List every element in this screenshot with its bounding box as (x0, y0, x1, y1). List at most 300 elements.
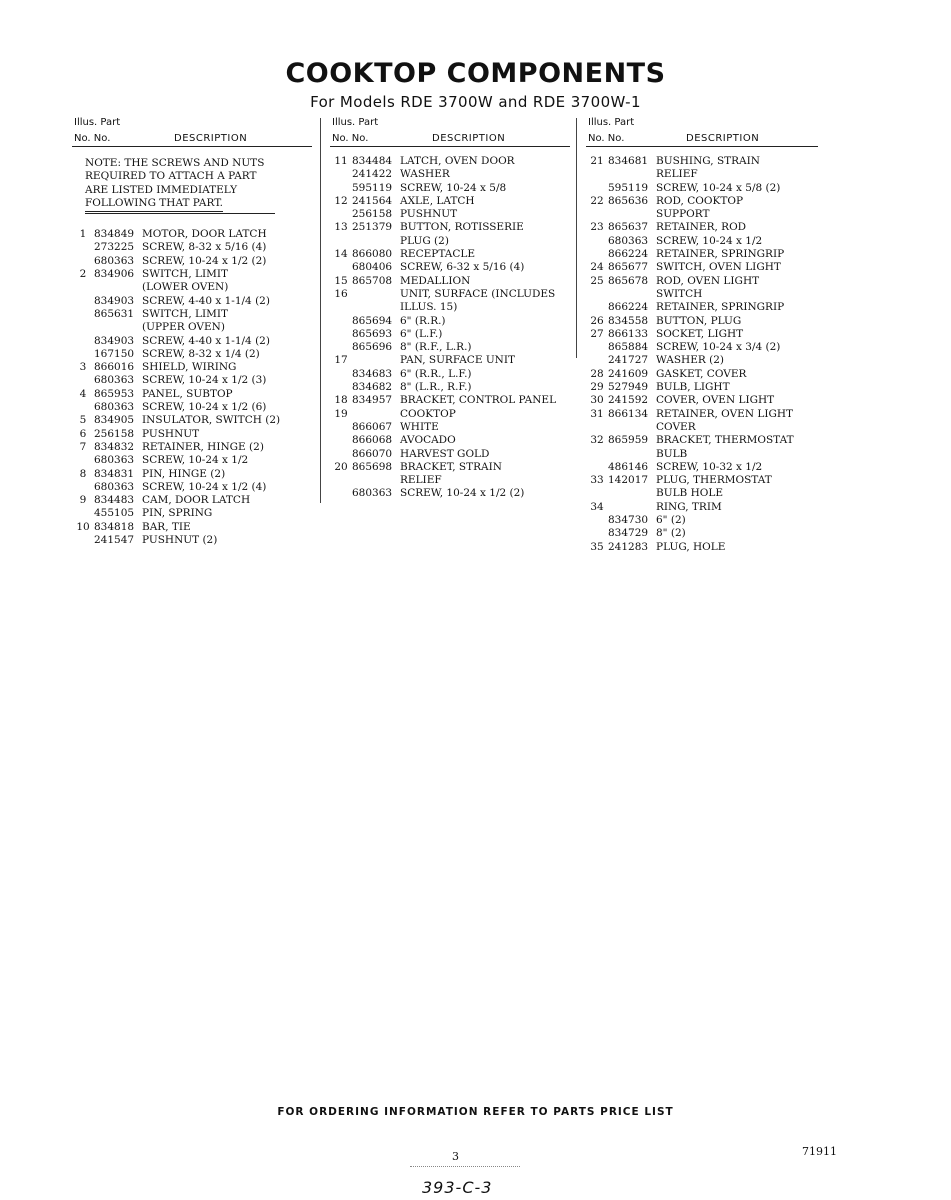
part-number: 680406 (352, 261, 393, 274)
illus-number: 10 (76, 520, 90, 533)
part-number: 455105 (94, 507, 135, 520)
part-description: BRACKET, THERMOSTAT (656, 434, 794, 447)
part-description: PLUG, HOLE (656, 540, 726, 553)
part-number: 167150 (94, 347, 135, 360)
column-divider (576, 118, 577, 358)
part-number: 834558 (608, 314, 649, 327)
illus-number: 25 (590, 274, 604, 287)
part-number: 680363 (94, 480, 135, 493)
dotted-rule (410, 1166, 520, 1167)
part-row (586, 168, 818, 181)
part-row (330, 221, 570, 234)
part-description: SOCKET, LIGHT (656, 327, 744, 340)
part-row (330, 301, 570, 314)
illus-number: 3 (79, 361, 87, 374)
part-number: 834849 (94, 228, 135, 241)
illus-number (586, 527, 608, 540)
illus-number: 14 (334, 248, 348, 261)
part-row (72, 441, 312, 454)
illus-number (72, 481, 94, 494)
illus-number (72, 374, 94, 387)
illus-number (330, 381, 352, 394)
illus-number: 31 (590, 407, 604, 420)
part-row (586, 448, 818, 461)
part-number: 256158 (352, 208, 393, 221)
part-number: 834730 (608, 514, 649, 527)
part-description: PANEL, SUBTOP (142, 387, 233, 400)
part-row (330, 261, 570, 274)
part-number: 834682 (352, 381, 393, 394)
part-row (330, 315, 570, 328)
part-row (586, 208, 818, 221)
illus-number (586, 301, 608, 314)
note-line: NOTE: THE SCREWS AND NUTS (85, 157, 265, 169)
part-number: 241609 (608, 367, 649, 380)
header-rule (330, 146, 570, 147)
part-description: SWITCH, OVEN LIGHT (656, 261, 781, 274)
illus-number (586, 514, 608, 527)
illus-number (586, 421, 608, 434)
part-number (608, 168, 656, 181)
part-number: 866068 (352, 434, 393, 447)
illus-number (330, 421, 352, 434)
part-number (608, 501, 656, 514)
part-row (330, 421, 570, 434)
part-number: 834483 (94, 494, 135, 507)
illus-number: 34 (590, 500, 604, 513)
illus-number (72, 281, 94, 294)
part-row (330, 275, 570, 288)
handwritten-note: 393-C-3 (422, 1178, 493, 1197)
part-description: SHIELD, WIRING (142, 361, 237, 374)
part-row (72, 507, 312, 520)
illus-number: 28 (590, 367, 604, 380)
part-number: 256158 (94, 427, 135, 440)
part-description: PIN, HINGE (2) (142, 467, 226, 480)
part-description: RING, TRIM (656, 500, 722, 513)
illus-number: 13 (334, 221, 348, 234)
part-number (608, 448, 656, 461)
illus-number: 29 (590, 381, 604, 394)
part-number: 241283 (608, 540, 649, 553)
part-description: ILLUS. 15) (400, 301, 458, 314)
part-row (72, 454, 312, 467)
part-number: 486146 (608, 460, 649, 473)
illus-number (72, 308, 94, 321)
part-number: 865631 (94, 307, 135, 320)
illus-number (586, 354, 608, 367)
part-description: SCREW, 10-24 x 5/8 (400, 181, 507, 194)
part-row (330, 408, 570, 421)
parts-column-2 (330, 115, 570, 501)
part-number (352, 474, 400, 487)
illus-number: 12 (334, 194, 348, 207)
illus-number: 9 (79, 494, 87, 507)
page-subtitle: For Models RDE 3700W and RDE 3700W-1 (310, 93, 641, 111)
part-description: RETAINER, SPRINGRIP (656, 301, 785, 314)
part-row (586, 315, 818, 328)
part-number: 834683 (352, 367, 393, 380)
part-row (586, 541, 818, 554)
part-number: 527949 (608, 381, 649, 394)
header-illus-part: Illus. Part (332, 117, 379, 128)
part-row (586, 275, 818, 288)
part-number: 834903 (94, 294, 135, 307)
part-row (586, 394, 818, 407)
part-description: PUSHNUT (400, 208, 458, 221)
illus-number (586, 235, 608, 248)
part-number: 834729 (608, 527, 649, 540)
part-description: SUPPORT (656, 208, 710, 221)
part-description: 8" (R.F., L.R.) (400, 341, 472, 354)
part-row (72, 228, 312, 241)
part-row (72, 348, 312, 361)
part-number: 865696 (352, 341, 393, 354)
part-row (586, 248, 818, 261)
part-row (330, 155, 570, 168)
header-description: DESCRIPTION (432, 133, 506, 144)
part-number: 866016 (94, 361, 135, 374)
part-description: SCREW, 10-24 x 5/8 (2) (656, 181, 781, 194)
header-no-no: No. No. (588, 133, 625, 144)
part-number (352, 288, 400, 301)
part-description: 8" (L.R., R.F.) (400, 381, 472, 394)
part-description: RETAINER, OVEN LIGHT (656, 407, 794, 420)
illus-number (330, 434, 352, 447)
part-description: SCREW, 10-24 x 1/2 (142, 454, 249, 467)
illus-number: 21 (590, 155, 604, 167)
part-description: 6" (L.F.) (400, 327, 443, 340)
part-row (72, 374, 312, 387)
illus-number (72, 321, 94, 334)
page-title: COOKTOP COMPONENTS (285, 58, 666, 89)
parts-column-1 (72, 115, 312, 547)
illus-number (72, 241, 94, 254)
part-description: SCREW, 4-40 x 1-1/4 (2) (142, 334, 270, 347)
part-description: GASKET, COVER (656, 367, 747, 380)
part-row (330, 461, 570, 474)
illus-number: 30 (590, 394, 604, 407)
part-number (352, 354, 400, 367)
part-row (72, 321, 312, 334)
part-row (330, 168, 570, 181)
illus-number (72, 335, 94, 348)
part-row (586, 221, 818, 234)
part-description: 6" (R.R.) (400, 314, 446, 327)
part-number: 865678 (608, 274, 649, 287)
part-number (608, 288, 656, 301)
illus-number (330, 315, 352, 328)
part-description: PUSHNUT (142, 427, 200, 440)
part-description: UNIT, SURFACE (INCLUDES (400, 287, 556, 300)
note-line: ARE LISTED IMMEDIATELY (85, 183, 238, 196)
part-number: 866224 (608, 301, 649, 314)
part-row (72, 335, 312, 348)
part-description: COVER (656, 420, 696, 433)
part-description: MOTOR, DOOR LATCH (142, 228, 267, 241)
part-number: 865959 (608, 434, 649, 447)
part-description: PLUG (2) (400, 234, 449, 247)
part-description: SWITCH, LIMIT (142, 268, 229, 281)
part-row (586, 328, 818, 341)
part-description: AXLE, LATCH (400, 194, 475, 207)
illus-number: 5 (79, 414, 87, 427)
part-description: PAN, SURFACE UNIT (400, 354, 516, 367)
part-number: 680363 (94, 401, 135, 414)
column-header (330, 115, 570, 147)
part-description: SCREW, 10-24 x 1/2 (6) (142, 401, 267, 414)
part-row (330, 248, 570, 261)
part-row (330, 368, 570, 381)
part-row (586, 182, 818, 195)
part-description: ROD, OVEN LIGHT (656, 274, 760, 287)
part-number: 273225 (94, 241, 135, 254)
illus-number: 26 (590, 314, 604, 327)
illus-number: 35 (590, 540, 604, 553)
header-illus-part: Illus. Part (74, 117, 121, 128)
illus-number (586, 448, 608, 461)
part-row (330, 474, 570, 487)
part-number (94, 281, 142, 294)
part-row (586, 301, 818, 314)
part-description: SCREW, 6-32 x 5/16 (4) (400, 261, 525, 274)
part-description: ROD, COOKTOP (656, 194, 744, 207)
part-description: 6" (R.R., L.F.) (400, 367, 472, 380)
part-description: 6" (2) (656, 514, 686, 527)
part-row (586, 195, 818, 208)
illus-number (330, 182, 352, 195)
part-number: 142017 (608, 474, 649, 487)
part-row (586, 514, 818, 527)
part-description: WASHER (400, 168, 450, 181)
part-number (608, 208, 656, 221)
part-number (352, 301, 400, 314)
part-row (330, 195, 570, 208)
part-number: 251379 (352, 221, 393, 234)
illus-number: 33 (590, 474, 604, 487)
part-number: 834681 (608, 155, 649, 167)
illus-number (330, 235, 352, 248)
part-row (330, 328, 570, 341)
illus-number: 24 (590, 261, 604, 274)
header-no-no: No. No. (74, 133, 111, 144)
part-description: PIN, SPRING (142, 507, 213, 520)
part-number: 680363 (352, 487, 393, 500)
parts-list (72, 228, 312, 547)
part-description: SCREW, 8-32 x 1/4 (2) (142, 347, 260, 360)
illus-number (586, 208, 608, 221)
part-row (586, 421, 818, 434)
part-description: RELIEF (400, 474, 442, 487)
part-row (330, 341, 570, 354)
note-line: REQUIRED TO ATTACH A PART (85, 170, 257, 183)
part-description: INSULATOR, SWITCH (2) (142, 414, 281, 427)
parts-list (586, 155, 818, 554)
part-number: 680363 (608, 234, 649, 247)
part-description: SCREW, 10-24 x 3/4 (2) (656, 341, 781, 354)
part-number: 834957 (352, 394, 393, 407)
part-row (586, 341, 818, 354)
illus-number: 20 (334, 460, 348, 473)
part-row (330, 448, 570, 461)
illus-number (330, 301, 352, 314)
part-row (586, 288, 818, 301)
part-description: WASHER (2) (656, 354, 724, 367)
part-description: MEDALLION (400, 274, 471, 287)
part-number: 834832 (94, 440, 135, 453)
part-number: 865694 (352, 314, 393, 327)
illus-number: 23 (590, 221, 604, 234)
part-row (72, 268, 312, 281)
illus-number (586, 341, 608, 354)
part-description: PUSHNUT (2) (142, 534, 218, 547)
part-description: SCREW, 10-24 x 1/2 (2) (400, 487, 525, 500)
illus-number: 17 (334, 354, 348, 367)
part-description: COVER, OVEN LIGHT (656, 394, 775, 407)
part-number: 834831 (94, 467, 135, 480)
part-description: BAR, TIE (142, 520, 191, 533)
part-number: 834484 (352, 155, 393, 167)
part-number: 866224 (608, 248, 649, 261)
part-number: 680363 (94, 254, 135, 267)
part-description: RELIEF (656, 168, 698, 181)
header-description: DESCRIPTION (174, 133, 248, 144)
part-description: SCREW, 10-24 x 1/2 (3) (142, 374, 267, 387)
part-description: COOKTOP (400, 407, 456, 420)
part-number: 595119 (608, 181, 649, 194)
part-description: BUTTON, PLUG (656, 314, 742, 327)
part-description: PLUG, THERMOSTAT (656, 474, 772, 487)
part-number: 865953 (94, 387, 135, 400)
column-header (586, 115, 818, 147)
illus-number (72, 507, 94, 520)
note-block (85, 157, 312, 214)
part-description: LATCH, OVEN DOOR (400, 155, 515, 167)
part-row (330, 182, 570, 195)
part-row (586, 474, 818, 487)
part-number: 595119 (352, 181, 393, 194)
part-number (608, 421, 656, 434)
part-description: BUTTON, ROTISSERIE (400, 221, 524, 234)
ordering-footer: FOR ORDERING INFORMATION REFER TO PARTS PRICE LIST (277, 1106, 674, 1118)
part-number: 866134 (608, 407, 649, 420)
part-description: WHITE (400, 420, 439, 433)
note-line: FOLLOWING THAT PART. (85, 197, 223, 212)
part-number: 865677 (608, 261, 649, 274)
part-row (72, 428, 312, 441)
part-description: RETAINER, ROD (656, 221, 747, 234)
illus-number (586, 288, 608, 301)
part-row (330, 208, 570, 221)
part-row (586, 461, 818, 474)
part-number: 865636 (608, 194, 649, 207)
illus-number (330, 208, 352, 221)
part-row (72, 494, 312, 507)
illus-number (330, 261, 352, 274)
part-row (586, 368, 818, 381)
part-number: 834818 (94, 520, 135, 533)
part-row (72, 281, 312, 294)
part-description: BUSHING, STRAIN (656, 155, 760, 167)
part-number (608, 487, 656, 500)
part-number: 680363 (94, 454, 135, 467)
part-number: 834905 (94, 414, 135, 427)
illus-number: 8 (79, 467, 87, 480)
part-description: RETAINER, HINGE (2) (142, 440, 264, 453)
part-row (586, 501, 818, 514)
part-number: 865637 (608, 221, 649, 234)
part-description: SCREW, 10-32 x 1/2 (656, 460, 763, 473)
note-underline (85, 213, 275, 214)
illus-number: 6 (79, 427, 87, 440)
document-code: 71911 (802, 1145, 837, 1158)
part-row (72, 241, 312, 254)
illus-number (330, 474, 352, 487)
part-description: SCREW, 4-40 x 1-1/4 (2) (142, 294, 270, 307)
part-description: BRACKET, STRAIN (400, 460, 502, 473)
part-row (72, 481, 312, 494)
part-description: SCREW, 10-24 x 1/2 (2) (142, 254, 267, 267)
illus-number: 22 (590, 194, 604, 207)
part-row (586, 261, 818, 274)
illus-number (72, 454, 94, 467)
part-description: BULB, LIGHT (656, 381, 730, 394)
part-row (72, 414, 312, 427)
part-number: 241564 (352, 194, 393, 207)
illus-number: 1 (79, 228, 87, 241)
illus-number (72, 348, 94, 361)
header-rule (72, 146, 312, 147)
parts-list (330, 155, 570, 501)
part-number: 865884 (608, 341, 649, 354)
part-description: BULB (656, 447, 688, 460)
header-rule (586, 146, 818, 147)
part-row (72, 295, 312, 308)
part-row (72, 255, 312, 268)
illus-number (330, 487, 352, 500)
illus-number (330, 341, 352, 354)
illus-number (330, 448, 352, 461)
part-row (72, 308, 312, 321)
part-row (330, 394, 570, 407)
illus-number: 32 (590, 434, 604, 447)
part-number: 834903 (94, 334, 135, 347)
part-number: 865698 (352, 460, 393, 473)
part-description: CAM, DOOR LATCH (142, 494, 251, 507)
column-divider (320, 118, 321, 503)
part-row (586, 487, 818, 500)
part-number: 241547 (94, 534, 135, 547)
part-row (330, 288, 570, 301)
part-row (72, 468, 312, 481)
illus-number: 16 (334, 287, 348, 300)
part-row (586, 381, 818, 394)
part-description: SWITCH, LIMIT (142, 307, 229, 320)
part-description: (UPPER OVEN) (142, 321, 225, 334)
illus-number (72, 255, 94, 268)
part-row (586, 527, 818, 540)
part-description: RETAINER, SPRINGRIP (656, 248, 785, 261)
part-row (586, 408, 818, 421)
part-description: HARVEST GOLD (400, 447, 490, 460)
illus-number (586, 182, 608, 195)
part-number: 241592 (608, 394, 649, 407)
part-number: 866070 (352, 447, 393, 460)
illus-number: 18 (334, 394, 348, 407)
part-row (586, 235, 818, 248)
part-row (586, 354, 818, 367)
illus-number: 2 (79, 268, 87, 281)
